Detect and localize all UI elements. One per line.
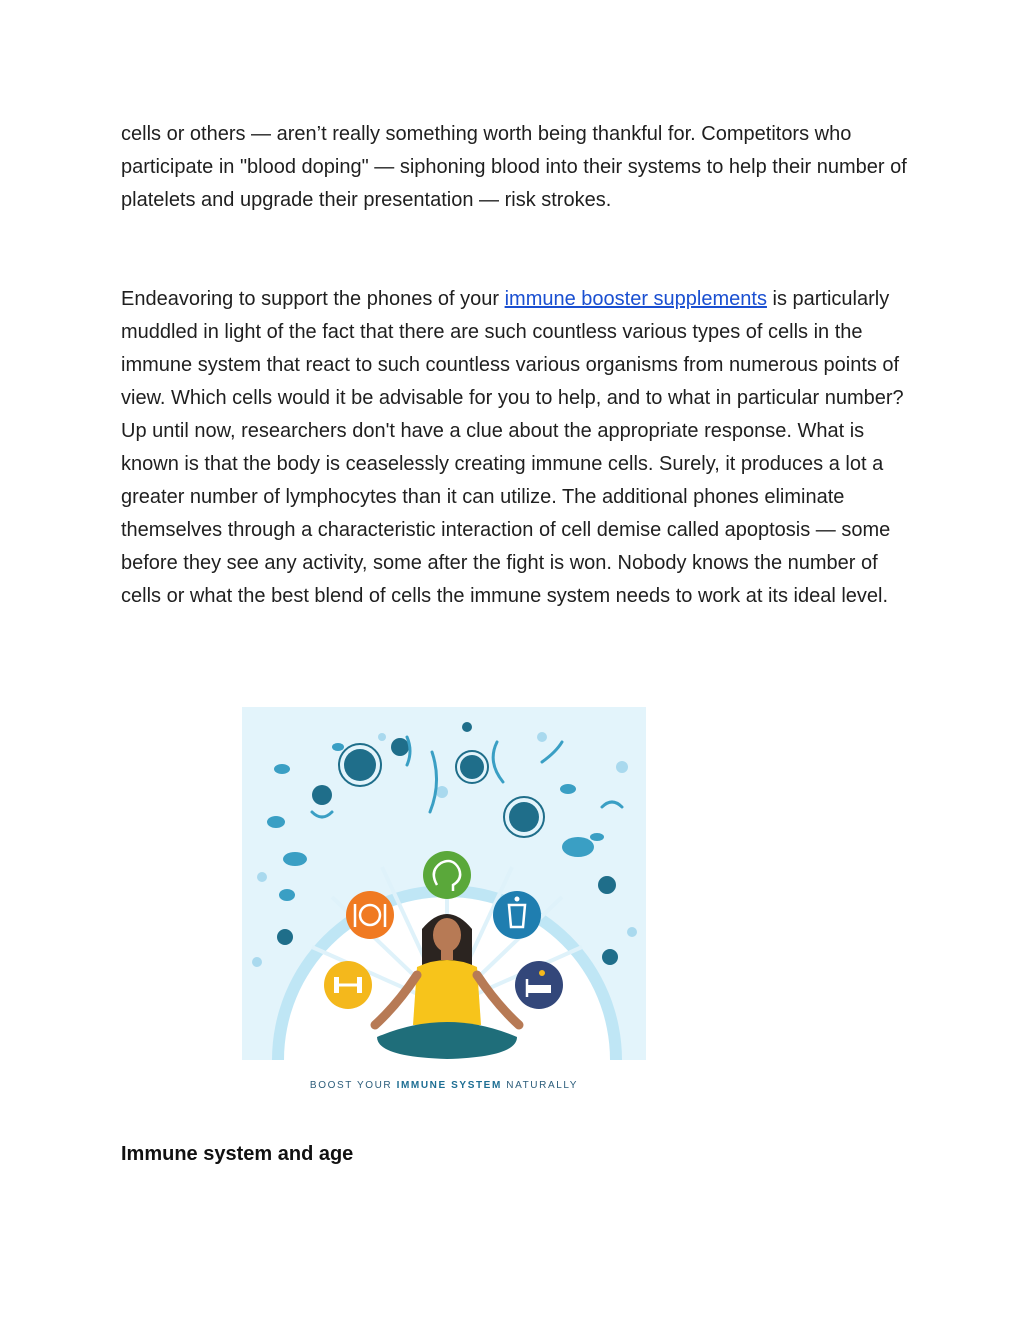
immune-booster-supplements-link[interactable]: immune booster supplements [504, 288, 767, 310]
figure-caption [242, 1080, 646, 1091]
caption-text-post: NATURALLY [501, 1080, 579, 1091]
caption-text-pre: BOOST YOUR [309, 1080, 397, 1091]
water-glass-icon [493, 891, 541, 939]
paragraph-text-rest: is particularly muddled in light of the fact that there are such countless various types of cells in the immune system that react to such countless various organisms from numerous points of view. Which cells would it be advisable for you to help, and to what in particular number? Up until now, researchers don't have a clue about the appropriate response. What is known is that the body is ceaselessly creating immune cells. Surely, it produces a lot a greater number of lymphocytes than it can utilize. The additional phones eliminate themselves through a characteristic interaction of cell demise called apoptosis — some before they see any activity, some after the fight is won. Nobody knows the number of cells or what the best blend of cells the immune system needs to work at its ideal level. [121, 288, 904, 607]
plate-icon [346, 891, 394, 939]
immune-system-illustration [242, 707, 646, 1060]
paragraph-text-start: Endeavoring to support the phones of your [121, 288, 505, 310]
sleep-bed-icon [515, 961, 563, 1009]
section-heading: Immune system and age [121, 1143, 354, 1165]
brain-icon [423, 851, 471, 899]
illustration-svg [242, 707, 646, 1060]
paragraph-immune-cells [121, 283, 911, 613]
paragraph-blood-doping: cells or others — aren’t really something worth being thankful for. Competitors who participate in "blood doping" — siphoning blood into their systems to help their number of platelets and upgrade their presentation — risk strokes. [121, 123, 907, 211]
caption-text-bold: IMMUNE SYSTEM [396, 1080, 502, 1091]
dumbbell-icon [324, 961, 372, 1009]
